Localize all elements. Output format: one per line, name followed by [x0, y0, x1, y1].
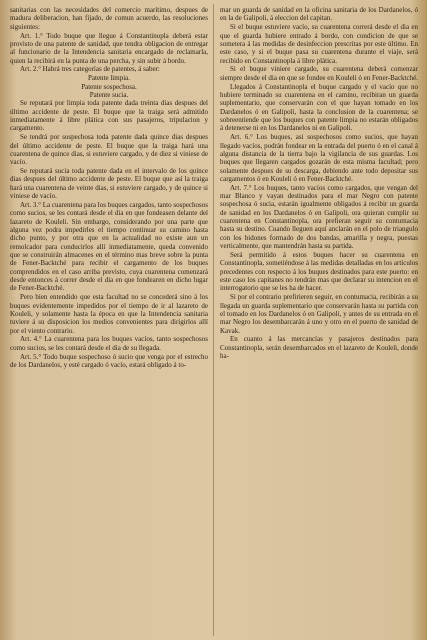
paragraph: Art. 7.° Los buques, tanto vacíos como cargados, que vengan del mar Blanco y vayan destinados para el mar Negro con patente sospechosa ó sucia, estarán igualmente obligados á recibir un guarda de sanidad en los Dardanelos ó en Galipoli, ora quieran cumplir su cuarentena en Constantinopla, ora prefieran seguir su contumacia hasta su destino. Cuando lleguen aquí anclarán en el polo de triangulo con los bidones formado de dos bandas, amarilla y negra, puestas verticalmente, que mantendrán hasta su partida. [220, 183, 418, 251]
right-column [220, 6, 418, 634]
paragraph: Art. 2.° Habrá tres categorías de patentes, á saber: [20, 65, 160, 74]
paragraph: Se reputará por limpia toda patente dada treinta dias despues del último accidente de peste. El buque que la traiga será admitido inmediatamente á libre plática con sus pasajeros, tripulacion y cargamento. [10, 99, 208, 133]
paragraph: Pero bien entendido que esta facultad no se concederá sino á los buques evidentemente impedidos por el tiempo de ir al lazareto de Kouleli, y solamente hasta la época en que la Intendencia sanitaria tuviere á su disposicion los medios convenientes para dirigirlos allí por el viento contrario. [10, 293, 208, 335]
paragraph: Si por el contrario prefirieren seguir, en contumacia, recibirán a su llegada un guarda suplementario que conservarán hasta su partida con el tomado en los Dardanelos ó en Galipoli, y antes de su entrada en el mar Negro los desembarcarán á uno y otro en el puerto de sanidad de Kavak. [220, 293, 418, 335]
paragraph: Art. 6.° Los buques, asi sospechosos como sucios, que hayan llegado vacíos, podrán fondear en la entrada del puerto ó en el canal á alguna distancia de la tierra bajo la vigilancia de sus guardas. Los buques que llegaren cargados gozarán de esta misma facultad; pero solamente despues de su descarga, debiendo ante todo depositar sus cargamentos ó en Kouleli ó en Fener-Backtché. [220, 133, 418, 183]
paragraph: mar un guarda de sanidad en la oficina sanitaria de los Dardanelos, ó en la de Galipoli, á eleccion del capitan. [220, 6, 418, 23]
paragraph: Art. 1.° Todo buque que llegue á Constantinopla deberá estar provisto de una patente de sanidad, que tendra obligacion de entregar al funcionario de la Intendencia sanitaria encargado de reclamarla, quien la recibirá en la punta de una percha, y sin subir á bordo. [10, 31, 208, 65]
paragraph: Si el buque estuviere vacío, su cuarentena correrá desde el dia en que el guarda hubiere entrado á bordo, con condicion de que se sometera á las medidas de desinfeccion prescritas por este último. En este caso, y si el buque pasa su cuarentena durante el viaje, será recibido en Constantinopla á libre plática. [220, 23, 418, 65]
category-line: Patente limpia. [88, 74, 130, 83]
category-line: Patente sospechosa. [81, 82, 137, 91]
paragraph: Art. 4.° La cuarentena para los buques vacíos, tanto sospechosos como sucios, se les contará desde el dia de su llegada. [10, 335, 208, 352]
paragraph: Se reputará sucia toda patente dada en el intervalo de los quince dias despues del último accidente de peste. El buque que así la traiga hará una cuarentena de veinte dias, si estuviere cargado, y de quince si viniese de vacío. [10, 167, 208, 201]
paragraph: Art. 5.° Todo buque sospechoso ó sucio que venga por el estrecho de los Dardanelos, y esté cargado ó vacío, estará obligado á to- [10, 352, 208, 369]
paragraph: Se tendrá por sospechosa toda patente dada quince dias despues del último accidente de peste. El buque que la traiga hará una cuarentena de quince dias, si estuviere cargado, y de diez si viniese de vacío. [10, 133, 208, 167]
column-divider [213, 4, 214, 636]
paragraph: Llegados á Constantinopla el buque cargado y el vacío que no hubiere terminado su cuarentena en el camino, recibiran un guarda suplementario, que conservarán con el que hayan tomado en los Dardanelos ó en Galipoli, hasta la conclusion de la cuarentena; se sobreentiende que los buques con patente limpia no estarán obligados á detenerse ni en los Dardanelos ni en Galipoli. [220, 82, 418, 133]
paragraph: Art. 3.° La cuarentena para los buques cargados, tanto sospechosos como sucios, se les contará desde el dia en que fondeasen delante del lazareto de Kouleli. Sin embargo, considerando por una parte que alguna vez podra impedirles el tiempo continuar su camino hasta dicho punto, y por otra que en la actualidad no existe aun un remolcador para conducirlos allí inmediatamente, queda convenido que se construirán almacenes en el término mas breve sobre la punta de Fener-Backtché para recibir el cargamento de los buques comprendidos en el caso arriba previsto, cuya cuarentena comenzará desde entonces á correr desde el dia en que fondearen en dicho lugar de Fener-Backtché. [10, 200, 208, 293]
left-column [10, 6, 208, 634]
paragraph: sanitarias con las necesidades del comercio marítimo, despues de madura deliberacion, han fijado, de comun acuerdo, las resoluciones siguientes: [10, 6, 208, 31]
paragraph: Será permitido á estos buques hacer su cuarentena en Constantinopla, sometiéndose á las medidas detalladas en los artículos precedentes con respecto á los buques destinados para este puerto: en este caso los capitanes no tendrán mas que declarar su intencion en el interrogatorio que se les ha de hacer. [220, 250, 418, 293]
category-line: Patente sucia. [89, 90, 129, 99]
paragraph: En cuanto á las mercancías y pasajeros destinados para Constantinopla, serán desembarcados en el lazareto de Kouleli, donde ha- [220, 335, 418, 361]
paragraph: Si el buque viniere cargado, su cuarentena deberá comenzar siempre desde el dia en que se fondee en Kouleli ó en Fener-Backtché. [220, 65, 418, 82]
